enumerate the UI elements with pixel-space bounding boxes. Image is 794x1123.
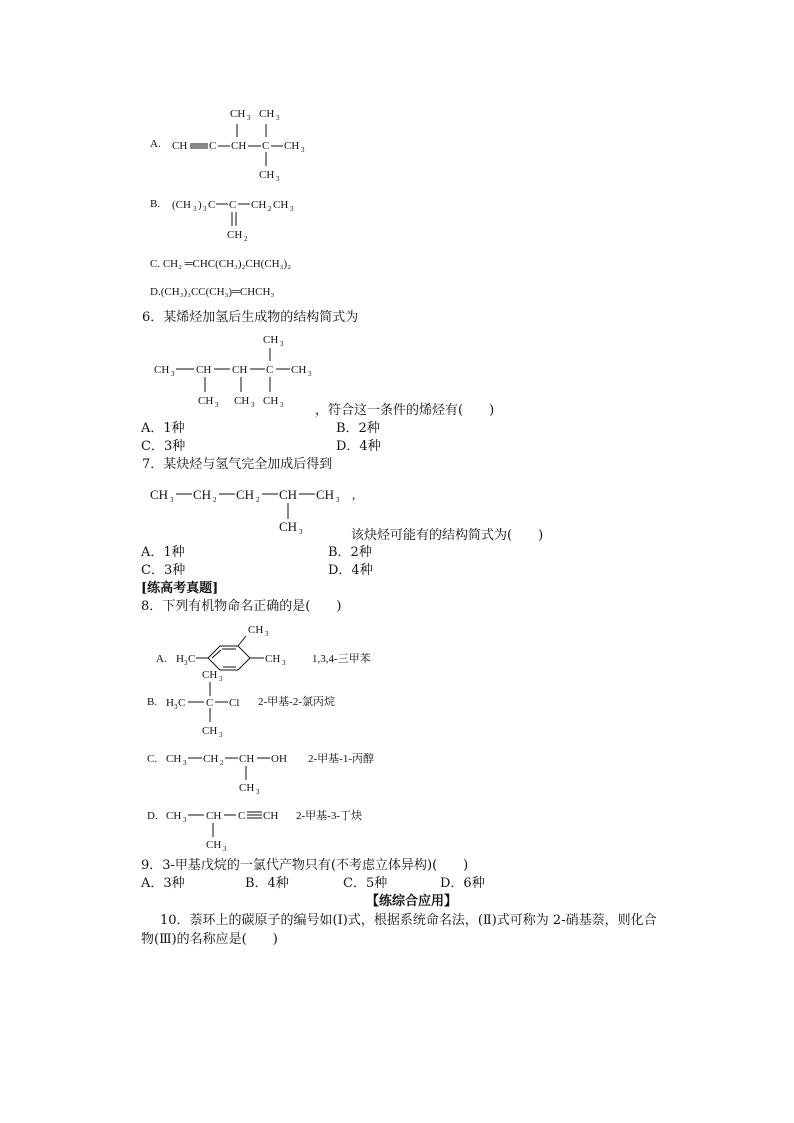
svg-text:CH: CH: [239, 782, 255, 794]
q7-option-d: D．4种: [328, 563, 373, 578]
svg-text:CH: CH: [316, 487, 335, 502]
svg-text:CH: CH: [206, 839, 222, 851]
svg-text:3: 3: [203, 205, 207, 213]
svg-text:CH: CH: [203, 753, 219, 765]
svg-text:CH: CH: [232, 364, 248, 376]
q6-tail: ，符合这一条件的烯烃有( ): [315, 403, 495, 418]
svg-text:CH: CH: [263, 334, 279, 346]
q8-option-b-name: 2-甲基-2-氯丙烷: [258, 696, 335, 708]
svg-text:3: 3: [336, 496, 340, 504]
svg-text:H: H: [176, 653, 184, 665]
svg-text:CH: CH: [196, 364, 212, 376]
svg-text:CH: CH: [273, 199, 289, 211]
q8-option-d-name: 2-甲基-3-丁炔: [296, 810, 362, 822]
q6-structure: [152, 330, 327, 410]
svg-text:3: 3: [280, 340, 284, 348]
svg-text:2: 2: [268, 205, 272, 213]
svg-text:CH: CH: [172, 140, 188, 152]
svg-text:CH: CH: [234, 395, 250, 407]
q7-stem: 7．某炔烃与氢气完全加成后得到: [142, 457, 333, 472]
q8-option-d-label: D.: [147, 810, 158, 822]
q9-option-d: D．6种: [440, 876, 485, 891]
svg-text:3: 3: [193, 205, 197, 213]
svg-text:3: 3: [282, 659, 286, 667]
svg-text:CH: CH: [154, 364, 170, 376]
svg-text:3: 3: [183, 759, 187, 767]
svg-text:CH: CH: [263, 810, 279, 822]
svg-text:CH: CH: [193, 487, 212, 502]
svg-text:,: ,: [352, 487, 356, 502]
svg-text:CH: CH: [251, 199, 267, 211]
svg-text:OH: OH: [271, 753, 287, 765]
svg-text:CH: CH: [231, 140, 247, 152]
q6-stem: 6．某烯烃加氢后生成物的结构简式为: [142, 310, 359, 325]
svg-text:C: C: [206, 697, 214, 709]
q5-option-a-label: A.: [150, 138, 161, 150]
svg-text:CH: CH: [248, 624, 264, 636]
svg-text:CH: CH: [284, 140, 300, 152]
svg-text:C: C: [262, 140, 270, 152]
svg-text:CH: CH: [291, 364, 307, 376]
svg-text:CH: CH: [202, 725, 218, 737]
q7-structure: [148, 481, 363, 539]
svg-text:(CH: (CH: [172, 199, 191, 211]
q6-option-c: C．3种: [141, 439, 186, 454]
q5-option-c: C. CH₂ ═CHC(CH₃)₂CH(CH₃)₂: [150, 258, 291, 270]
svg-text:CH: CH: [166, 753, 182, 765]
q8-option-b-label: B.: [147, 696, 158, 708]
svg-text:2: 2: [244, 235, 248, 243]
q5-option-a-structure: [170, 104, 320, 186]
svg-text:3: 3: [215, 401, 219, 409]
svg-text:CH: CH: [279, 519, 298, 534]
q7-option-a: A．1种: [141, 545, 185, 560]
q7-option-c: C．3种: [141, 563, 186, 578]
q5-option-b-label: B.: [150, 198, 161, 210]
q9-option-b: B．4种: [245, 876, 289, 891]
svg-text:CH: CH: [259, 169, 275, 181]
svg-text:C: C: [209, 140, 217, 152]
svg-text:3: 3: [223, 845, 227, 853]
q7-tail: 该炔烃可能有的结构简式为( ): [351, 528, 544, 543]
svg-text:3: 3: [276, 114, 280, 122]
q10-line-2: 物(Ⅲ)的名称应是( ): [141, 932, 278, 947]
svg-text:CH: CH: [265, 653, 281, 665]
q6-option-a: A．1种: [141, 421, 185, 436]
svg-text:3: 3: [247, 114, 251, 122]
svg-text:3: 3: [251, 401, 255, 409]
svg-text:CH: CH: [259, 108, 275, 120]
q9-option-a: A．3种: [141, 876, 185, 891]
q8-option-d-structure: [166, 801, 286, 853]
svg-text:C: C: [266, 364, 274, 376]
q10-line-1: 10．萘环上的碳原子的编号如(Ⅰ)式，根据系统命名法，(Ⅱ)式可称为 2-硝基萘，则化合: [160, 913, 657, 928]
svg-text:3: 3: [301, 146, 305, 154]
svg-text:C: C: [178, 697, 186, 709]
svg-text:2: 2: [220, 759, 224, 767]
svg-text:3: 3: [183, 816, 187, 824]
svg-text:3: 3: [308, 370, 312, 378]
q8-stem: 8．下列有机物命名正确的是( ): [141, 599, 342, 614]
svg-text:CH: CH: [206, 810, 222, 822]
q9-stem: 9．3-甲基戊烷的一氯代产物只有(不考虑立体异构)( ): [141, 858, 469, 873]
svg-text:CH: CH: [202, 669, 218, 681]
svg-text:CH: CH: [236, 487, 255, 502]
q8-option-c-label: C.: [147, 753, 158, 765]
q5-option-d: D.(CH₃)₃CC(CH₃)═CHCH₃: [150, 286, 275, 298]
q8-option-b-structure: [166, 664, 256, 740]
svg-text:3: 3: [280, 401, 284, 409]
q5-option-b-structure: [170, 192, 320, 244]
svg-text:CH: CH: [150, 487, 169, 502]
svg-text:3: 3: [184, 659, 188, 667]
svg-text:3: 3: [256, 788, 260, 796]
svg-text:C: C: [238, 810, 246, 822]
svg-text:3: 3: [299, 528, 303, 536]
svg-text:3: 3: [290, 205, 294, 213]
svg-text:): ): [198, 199, 202, 211]
svg-text:CH: CH: [227, 229, 243, 241]
q6-option-d: D．4种: [336, 439, 381, 454]
svg-text:3: 3: [170, 496, 174, 504]
q8-option-c-name: 2-甲基-1-丙醇: [308, 753, 374, 765]
svg-text:3: 3: [219, 731, 223, 739]
svg-text:CH: CH: [279, 487, 298, 502]
svg-text:C: C: [208, 199, 216, 211]
svg-text:3: 3: [276, 175, 280, 183]
svg-text:Cl: Cl: [229, 697, 240, 709]
svg-text:CH: CH: [166, 810, 182, 822]
section-apply-title: 【练综合应用】: [366, 894, 458, 909]
svg-text:C: C: [229, 199, 237, 211]
svg-text:3: 3: [171, 370, 175, 378]
svg-text:CH: CH: [239, 753, 255, 765]
section-exam-title: [练高考真题]: [141, 581, 219, 596]
svg-text:C: C: [188, 653, 196, 665]
q8-option-c-structure: [166, 744, 296, 796]
q8-option-a-name: 1,3,4-三甲苯: [312, 653, 371, 665]
q8-option-a-label: A.: [156, 653, 167, 665]
q6-option-b: B．2种: [336, 421, 380, 436]
svg-text:CH: CH: [263, 395, 279, 407]
q9-option-c: C．5种: [343, 876, 388, 891]
svg-text:2: 2: [213, 496, 217, 504]
svg-text:CH: CH: [230, 108, 246, 120]
svg-text:3: 3: [219, 675, 223, 683]
svg-text:2: 2: [256, 496, 260, 504]
svg-text:3: 3: [174, 703, 178, 711]
q7-option-b: B．2种: [328, 545, 372, 560]
svg-text:3: 3: [265, 630, 269, 638]
svg-text:CH: CH: [198, 395, 214, 407]
svg-text:H: H: [166, 697, 174, 709]
